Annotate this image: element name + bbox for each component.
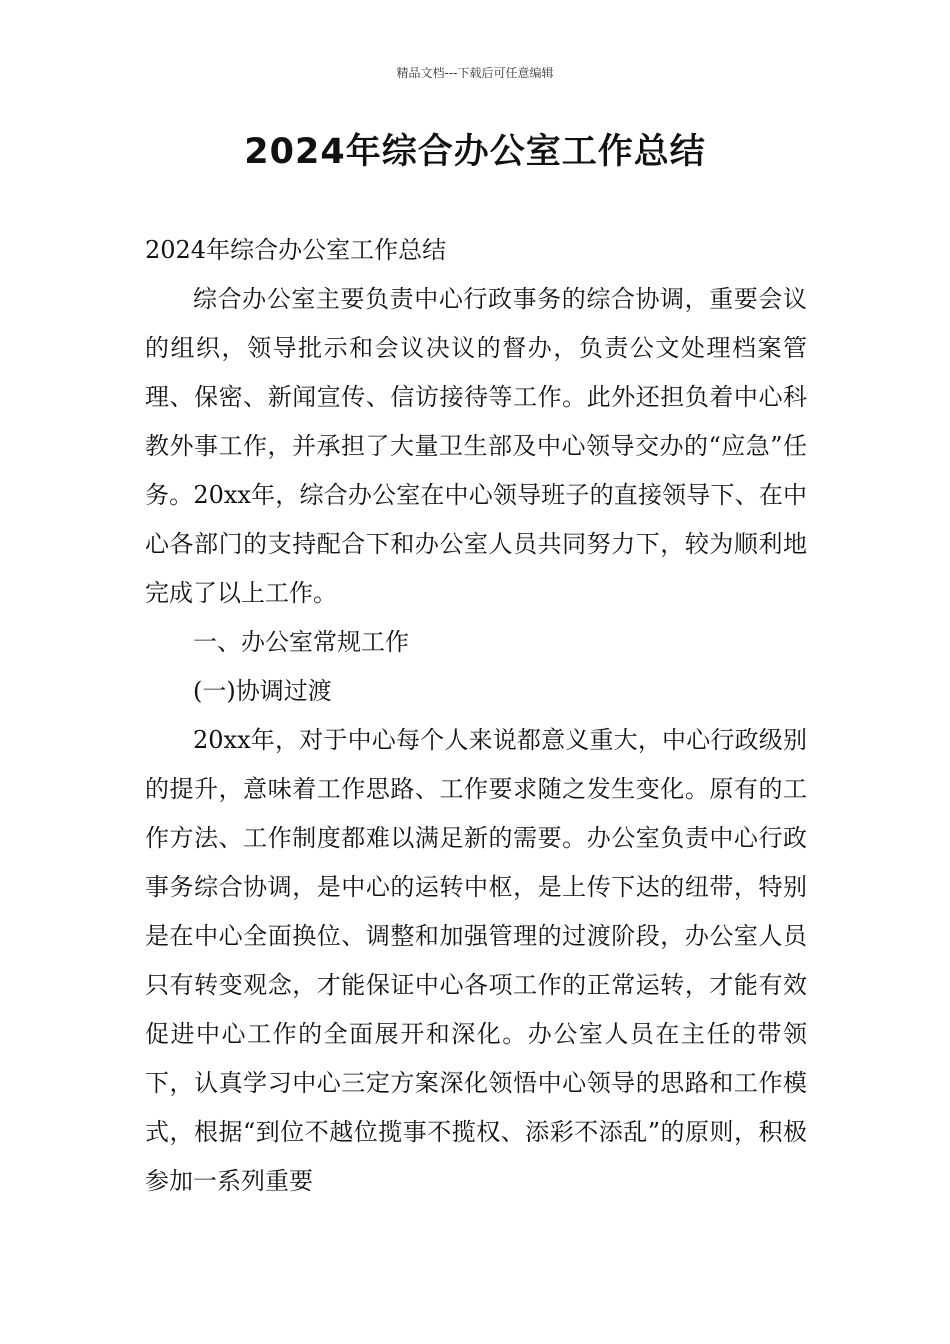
document-subtitle: 2024年综合办公室工作总结 xyxy=(145,236,447,264)
document-title: 2024年综合办公室工作总结 xyxy=(244,132,706,172)
header-note: 精品文档---下载后可任意编辑 xyxy=(396,66,554,80)
paragraph-coordination: 20xx年，对于中心每个人来说都意义重大，中心行政级别的提升，意味着工作思路、工作要求随之发生变化。原有的工作方法、工作制度都难以满足新的需要。办公室负责中心行政事务综合协调，是中心的运转中枢，是上传下达的纽带，特别是在中心全面换位、调整和加强管理的过渡阶段，办公室人员只有转变观念，才能保证中心各项工作的正常运转，才能有效促进中心工作的全面展开和深化。办公室人员在主任的带领下，认真学习中心三定方案深化领悟中心领导的思路和工作模式，根据“到位不越位揽事不揽权、添彩不添乱”的原则，积极参加一系列重要 xyxy=(145,726,807,1195)
subsection-heading-coordination: (一)协调过渡 xyxy=(193,677,332,705)
document-body xyxy=(145,226,807,1206)
paragraph-intro: 综合办公室主要负责中心行政事务的综合协调，重要会议的组织，领导批示和会议决议的督办，负责公文处理档案管理、保密、新闻宣传、信访接待等工作。此外还担负着中心科教外事工作，并承担了大量卫生部及中心领导交办的“应急”任务。20xx年，综合办公室在中心领导班子的直接领导下、在中心各部门的支持配合下和办公室人员共同努力下，较为顺利地完成了以上工作。 xyxy=(145,285,807,607)
section-heading-routine-work: 一、办公室常规工作 xyxy=(193,628,409,656)
